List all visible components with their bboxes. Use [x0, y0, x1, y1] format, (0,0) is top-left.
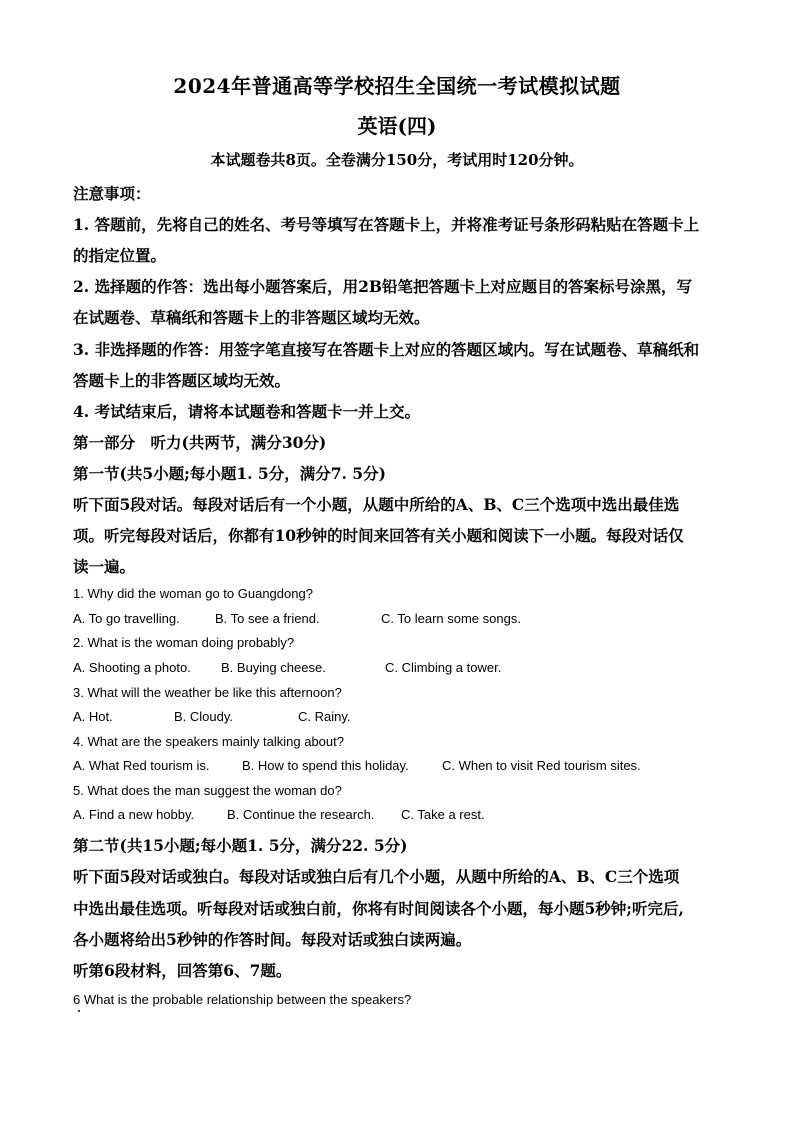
question-2-option-c: C. Climbing a tower.	[385, 660, 502, 675]
section2-heading: 第二节(共15小题;每小题1. 5分，满分22. 5分)	[73, 836, 408, 855]
section1-instruction-3: 读一遍。	[73, 557, 136, 576]
question-5-option-c: C. Take a rest.	[401, 807, 485, 822]
question-2-option-a: A. Shooting a photo.	[73, 660, 191, 675]
question-5-option-a: A. Find a new hobby.	[73, 807, 195, 822]
section1-instruction-1: 听下面5段对话。每段对话后有一个小题，从题中所给的A、B、C三个选项中选出最佳选	[73, 495, 680, 514]
note-line-4: 在试题卷、草稿纸和答题卡上的非答题区域均无效。	[73, 308, 430, 327]
scan-dot	[78, 1010, 80, 1012]
material-6-instruction: 听第6段材料，回答第6、7题。	[73, 961, 292, 980]
question-5-option-b: B. Continue the research.	[227, 807, 375, 822]
question-4-option-b: B. How to spend this holiday.	[242, 758, 409, 773]
part1-heading: 第一部分 听力(共两节，满分30分)	[73, 433, 327, 452]
question-4-option-c: C. When to visit Red tourism sites.	[442, 758, 641, 773]
note-line-5: 3. 非选择题的作答：用签字笔直接写在答题卡上对应的答题区域内。写在试题卷、草稿纸和	[73, 340, 700, 359]
question-1-option-b: B. To see a friend.	[215, 611, 320, 626]
note-line-7: 4. 考试结束后，请将本试题卷和答题卡一并上交。	[73, 402, 421, 421]
question-3: 3. What will the weather be like this afternoon?	[73, 685, 342, 700]
question-3-option-a: A. Hot.	[73, 709, 113, 724]
question-4-option-a: A. What Red tourism is.	[73, 758, 210, 773]
note-line-1: 1. 答题前，先将自己的姓名、考号等填写在答题卡上，并将准考证号条形码粘贴在答题卡上	[73, 215, 700, 234]
question-2-option-b: B. Buying cheese.	[221, 660, 326, 675]
exam-title: 2024年普通高等学校招生全国统一考试模拟试题	[173, 74, 621, 98]
question-1-option-c: C. To learn some songs.	[381, 611, 521, 626]
notes-heading: 注意事项：	[73, 184, 151, 203]
question-4: 4. What are the speakers mainly talking about?	[73, 734, 344, 749]
note-line-2: 的指定位置。	[73, 246, 167, 265]
section1-heading: 第一节(共5小题;每小题1. 5分，满分7. 5分)	[73, 464, 386, 483]
section1-instruction-2: 项。听完每段对话后，你都有10秒钟的时间来回答有关小题和阅读下一小题。每段对话仅	[73, 526, 684, 545]
question-2: 2. What is the woman doing probably?	[73, 635, 295, 650]
section2-instruction-2: 中选出最佳选项。听每段对话或独白前，你将有时间阅读各个小题，每小题5秒钟;听完后,	[73, 899, 684, 918]
exam-info: 本试题卷共8页。全卷满分150分，考试用时120分钟。	[210, 151, 584, 169]
question-1-option-a: A. To go travelling.	[73, 611, 180, 626]
section2-instruction-3: 各小题将给出5秒钟的作答时间。每段对话或独白读两遍。	[73, 930, 472, 949]
question-1: 1. Why did the woman go to Guangdong?	[73, 586, 313, 601]
question-6: 6 What is the probable relationship between the speakers?	[73, 992, 412, 1007]
question-3-option-b: B. Cloudy.	[174, 709, 234, 724]
section2-instruction-1: 听下面5段对话或独白。每段对话或独白后有几个小题，从题中所给的A、B、C三个选项	[73, 867, 680, 886]
note-line-6: 答题卡上的非答题区域均无效。	[73, 371, 291, 390]
exam-subtitle: 英语(四)	[357, 114, 437, 138]
note-line-3: 2. 选择题的作答：选出每小题答案后，用2B铅笔把答题卡上对应题目的答案标号涂黑，写	[73, 277, 692, 296]
question-3-option-c: C. Rainy.	[298, 709, 351, 724]
question-5: 5. What does the man suggest the woman do?	[73, 783, 342, 798]
